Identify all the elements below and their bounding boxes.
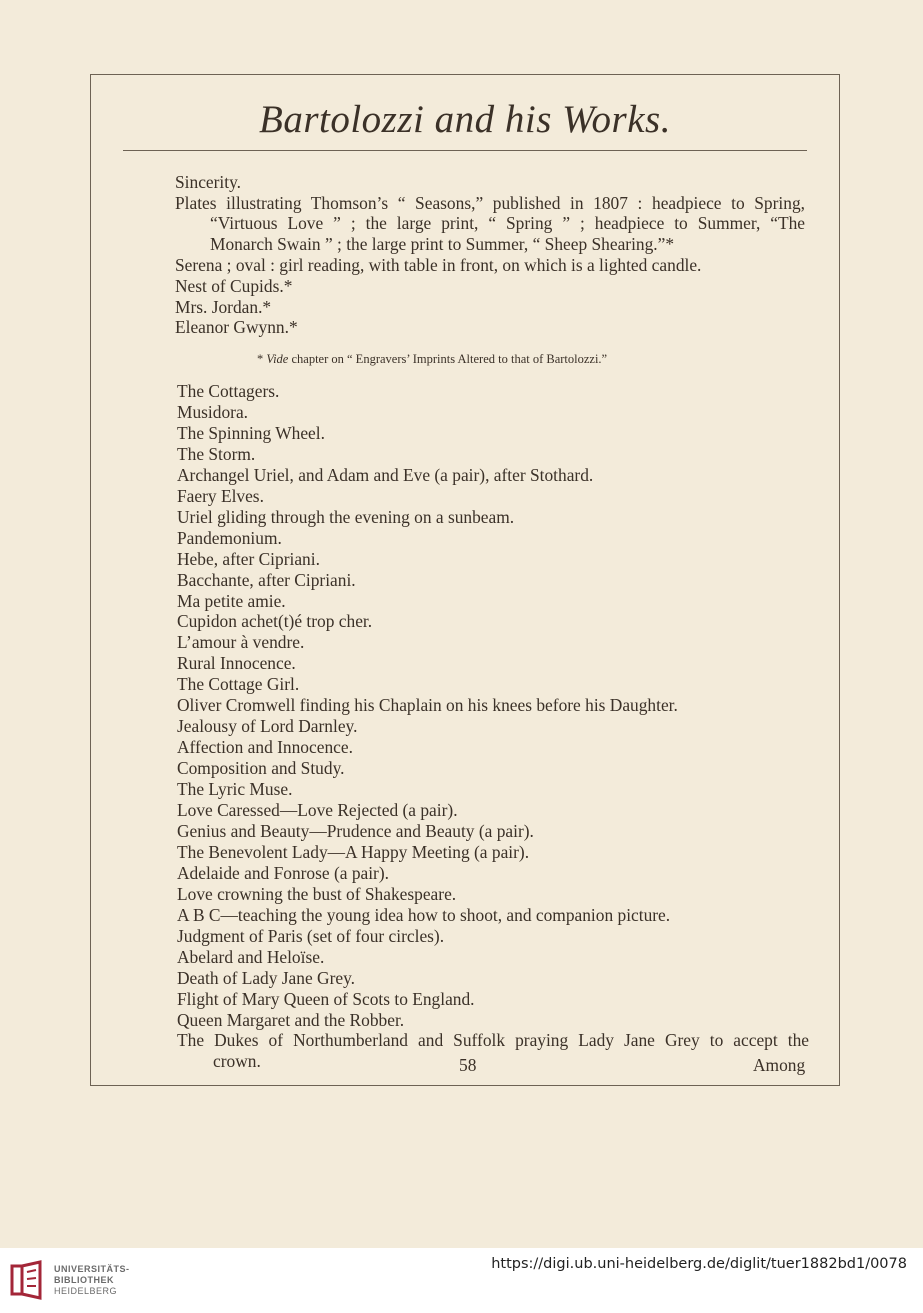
text-line: Eleanor Gwynn.*: [175, 317, 298, 337]
plate-title-line: Pandemonium.: [177, 528, 282, 548]
plate-title-line: The Benevolent Lady—A Happy Meeting (a pair).: [177, 842, 530, 862]
text-line: “Virtuous Love ” ; the large print, “ Spring ” ; headpiece to Summer, “The: [210, 213, 805, 233]
footnote: [257, 349, 607, 369]
plate-title-line: Genius and Beauty—Prudence and Beauty (a pair).: [177, 821, 534, 841]
text-line: Monarch Swain ” ; the large print to Summer, “ Sheep Shearing.”*: [210, 234, 675, 254]
title-rule: [123, 150, 807, 151]
page-frame: [90, 74, 840, 1086]
plate-title-line: Hebe, after Cipriani.: [177, 549, 320, 569]
plate-title-line: Jealousy of Lord Darnley.: [177, 716, 358, 736]
footnote-vide: Vide: [266, 352, 289, 366]
plate-title-line: crown.: [213, 1051, 261, 1071]
footnote-marker: *: [257, 352, 267, 366]
plate-title-line: Affection and Innocence.: [177, 737, 353, 757]
source-url-link[interactable]: https://digi.ub.uni-heidelberg.de/diglit/tuer1882bd1/0078: [491, 1256, 907, 1272]
text-line: Serena ; oval : girl reading, with table in front, on which is a lighted candle.: [175, 255, 702, 275]
plate-title-line: Abelard and Heloïse.: [177, 947, 325, 967]
plate-title-line: The Spinning Wheel.: [177, 423, 325, 443]
page-number: 58: [459, 1055, 477, 1075]
plate-title-line: Queen Margaret and the Robber.: [177, 1010, 405, 1030]
page-title: Bartolozzi and his Works.: [259, 98, 671, 141]
logo-line: UNIVERSITÄTS-: [54, 1264, 130, 1274]
text-line: Plates illustrating Thomson’s “ Seasons,” published in 1807 : headpiece to Spring,: [175, 193, 805, 213]
logo-line: BIBLIOTHEK: [54, 1275, 114, 1285]
text-line: Nest of Cupids.*: [175, 276, 293, 296]
plate-title-line: A B C—teaching the young idea how to shoot, and companion picture.: [177, 905, 671, 925]
plate-title-line: Death of Lady Jane Grey.: [177, 968, 356, 988]
plate-title-line: The Lyric Muse.: [177, 779, 293, 799]
footnote-text: chapter on “ Engravers’ Imprints Altered to that of Bartolozzi.”: [288, 352, 608, 366]
plate-title-line: Ma petite amie.: [177, 591, 286, 611]
plate-title-line: Cupidon achet(t)é trop cher.: [177, 611, 373, 631]
plate-title-line: The Cottagers.: [177, 381, 280, 401]
plate-title-line: The Cottage Girl.: [177, 674, 300, 694]
plate-title-line: Adelaide and Fonrose (a pair).: [177, 863, 389, 883]
plate-title-line: Bacchante, after Cipriani.: [177, 570, 356, 590]
catchword: Among: [753, 1055, 806, 1075]
library-logo-icon: [10, 1260, 46, 1300]
plate-title-line: Faery Elves.: [177, 486, 264, 506]
plate-title-line: Love crowning the bust of Shakespeare.: [177, 884, 457, 904]
plate-title-line: Uriel gliding through the evening on a sunbeam.: [177, 507, 515, 527]
plate-title-line: The Dukes of Northumberland and Suffolk praying Lady Jane Grey to accept the: [177, 1030, 809, 1050]
text-line: Mrs. Jordan.*: [175, 297, 272, 317]
text-line: Sincerity.: [175, 172, 242, 192]
plate-title-line: Oliver Cromwell finding his Chaplain on his knees before his Daughter.: [177, 695, 678, 715]
plate-title-line: Archangel Uriel, and Adam and Eve (a pair), after Stothard.: [177, 465, 594, 485]
plate-title-line: Rural Innocence.: [177, 653, 296, 673]
plate-title-line: Composition and Study.: [177, 758, 345, 778]
plate-title-line: The Storm.: [177, 444, 256, 464]
plate-title-line: L’amour à vendre.: [177, 632, 305, 652]
library-footer: [0, 1248, 923, 1313]
plate-title-line: Judgment of Paris (set of four circles).: [177, 926, 445, 946]
plate-title-line: Love Caressed—Love Rejected (a pair).: [177, 800, 458, 820]
logo-line: HEIDELBERG: [54, 1286, 118, 1296]
plate-title-line: Musidora.: [177, 402, 249, 422]
plate-title-line: Flight of Mary Queen of Scots to England.: [177, 989, 475, 1009]
